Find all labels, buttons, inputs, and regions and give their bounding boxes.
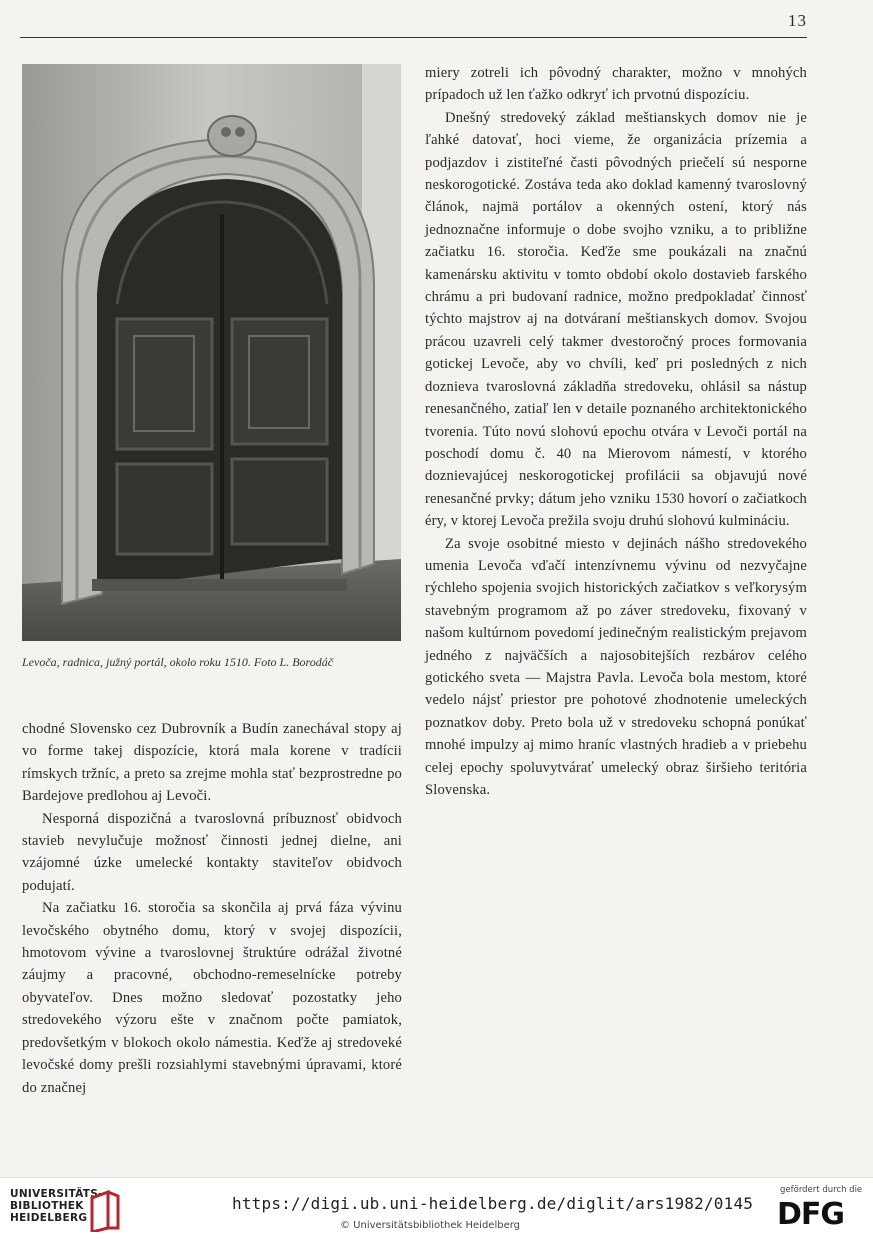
header-rule [20,37,807,38]
footer-bar [0,1177,873,1241]
paragraph: Nesporná dispozičná a tvaroslovná príbuznosť obidvoch stavieb nevylučuje možnosť činnosti jednej dielne, ani vzájomné úzke umelecké kontakty staviteľov obidvoch podujatí. [22,810,402,894]
funding-note: gefördert durch die [780,1185,863,1195]
paragraph: Za svoje osobitné miesto v dejinách nášho stredovekého umenia Levoča vďačí intenzívnemu vývinu od nezvyčajne rýchleho spojenia svojich historických začiatkov s veľkorysým stavebným programom až po záver stredoveku, fixovaný v našom kultúrnom povedomí jedinečným realistickým prejavom jedného z najväčších a najosobitejších rezbárov celého gotického sveta — Majstra Pavla. Levoča bola mestom, ktoré vedelo nájsť priestor pre pohotové zhodnotenie umeleckých poznatkov doby. Preto bola už v stredoveku schopná ponúkať mnohé impulzy aj mimo hraníc vlastných hradieb a v priebehu celej epochy spoluvytvárať umelecký obraz širšieho teritória Slovenska. [425,535,807,798]
dfg-logo: DFG [777,1197,845,1232]
paragraph: Na začiatku 16. storočia sa skončila aj prvá fáza vývinu levočského obytného domu, ktorý v svojej dispozícii, hmotovom vývine a tvaroslovnej štruktúre odrážal životné záujmy a pracovné, obchodno-remeselnícke potreby obyvateľov. Dnes možno sledovať pozostatky jeho stredovekého výzoru ešte v značnom počte pamiatok, predovšetkým v blokoch okolo námestia. Keďže aj stredoveké levočské domy prešli rozsiahlymi stavebnými úpravami, ktoré do značnej [22,900,402,1096]
library-name-line: UNIVERSITÄTS- [10,1188,103,1200]
paragraph: chodné Slovensko cez Dubrovník a Budín zanechával stopy aj vo forme takej dispozície, ktorá mala korene v tradícii rímskych tržníc, a preto sa zrejme mohla stať bezprostredne po Bardejove predlohou aj Levoči. [22,721,402,805]
page-number: 13 [788,11,807,30]
figure-caption: Levoča, radnica, južný portál, okolo roku 1510. Foto L. Borodáč [22,655,334,669]
library-name-line: BIBLIOTHEK [10,1200,84,1212]
portal-photograph [22,64,401,641]
permalink-url[interactable]: https://digi.ub.uni-heidelberg.de/diglit/ars1982/0145 [232,1194,754,1213]
paragraph: miery zotreli ich pôvodný charakter, možno v mnohých prípadoch už len ťažko odkryť ich prvotnú dispozíciu. [425,65,807,104]
paragraph: Dnešný stredoveký základ meštianskych domov nie je ľahké datovať, hoci vieme, že organizácia prízemia a podjazdov i zistiteľné časti pôvodných priečelí sú nesporne neskorogotické. Zostáva teda ako doklad kamenný tvaroslovný článok, najmä portálov a okenných ostení, ktorý nás jednoznačne informuje o dobe svojho vzniku, a to približne začiatku 16. storočia. Keďže sme poukázali na značnú kamenársku aktivitu v tomto období okolo dostavieb farského chrámu a pri budovaní radnice, možno predpokladať činnosť týchto majstrov aj na dotváraní meštianskych domov. Svojou prácou uzavreli celý takmer dvestoročný proces formovania gotickej Levoče, aby vo chvíli, keď pri posledných z nich doznieva tvaroslovná základňa stredoveku, ohlásil sa nástup renesančného, zatiaľ len v detaile poznaného architektonického tvorenia. Túto novú slohovú epochu otvára v Levoči portál na poschodí domu č. 40 na Mierovom námestí, v ktorého doznievajúcej neskorogotickej profilácii sa objavujú nové renesančné prvky; dátum jeho vzniku 1530 hovorí o začiatkoch éry, v ktorej Levoča prežila svoju druhú slohovú kulmináciu. [425,109,807,530]
library-logo-icon [88,1188,122,1232]
library-name-line: HEIDELBERG [10,1212,88,1224]
portal-image [22,64,401,641]
right-text-column [425,62,807,801]
left-text-column [22,718,402,1099]
copyright-notice: © Universitätsbibliothek Heidelberg [340,1220,521,1231]
